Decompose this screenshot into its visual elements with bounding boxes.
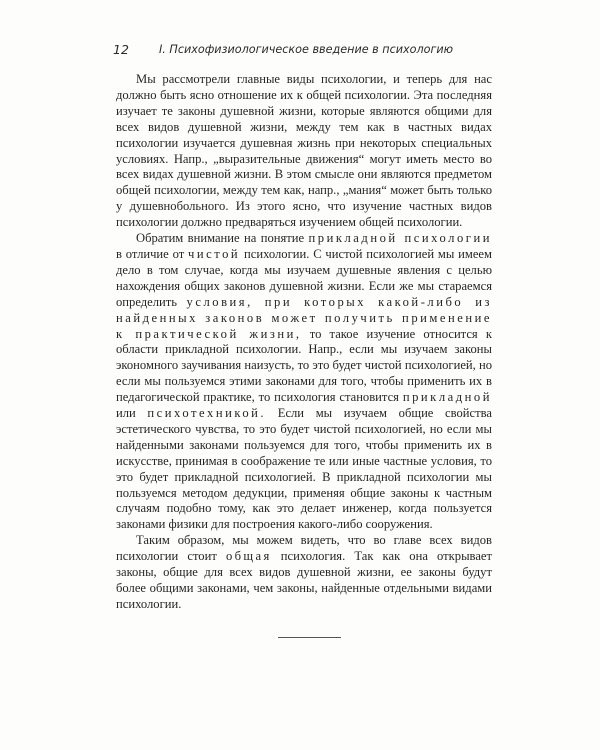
spaced-emphasis: прикладной психологии (308, 231, 492, 246)
text-segment: или (116, 406, 148, 421)
body-text (116, 72, 492, 613)
paragraph (116, 72, 492, 231)
text-segment: то такое изучение относится к области прикладной психологии. Напр., если мы изучаем законы экономного заучивания наизусть, то это будет чистой психологией, но если мы пользуемся этими законами для того, чтобы применить их в педагогической практике, то психология становится (116, 326, 492, 405)
running-head (113, 42, 493, 62)
spaced-emphasis: прикладной (402, 390, 492, 405)
paragraph (116, 533, 492, 613)
text-segment: Если мы изучаем общие свойства эстетического чувства, то это будет чистой психологией, но если мы найденными законами пользуемся для того, чтобы применить их в искусстве, принимая в соображение те или иные частные условия, то это будет прикладной психологией. В прикладной психологии мы пользуемся методом дедукции, применяя общие законы к частным случаям подобно тому, как это делает инженер, когда пользуется законами физики для построения какого-либо сооружения. (116, 406, 492, 532)
spaced-emphasis: условия, при которых какой-либо из найденных законов может получить применение к практической жизни, (116, 294, 492, 341)
spaced-emphasis: психотехникой. (147, 406, 267, 421)
paragraph (116, 231, 492, 533)
text-segment: психологии. С чистой психологией мы имеем дело в том случае, когда мы изучаем душевные явления с целью нахождения общих законов душевной жизни. Если же мы стараемся определить (116, 246, 492, 309)
end-rule (278, 637, 341, 638)
text-segment: в отличие от (116, 246, 189, 261)
text-segment: психология. Так как она открывает законы, общие для всех видов душевной жизни, ее законы будут более общими законами, чем законы, найденные отдельными видами психологии. (116, 549, 493, 611)
text-segment: Таким образом, мы можем видеть, что во главе всех видов психологии стоит (116, 533, 492, 564)
text-segment: Обратим внимание на понятие (136, 231, 309, 246)
spaced-emphasis: чистой (188, 246, 241, 261)
chapter-title: I. Психофизиологическое введение в психологию (159, 43, 454, 56)
spaced-emphasis: общая (225, 549, 272, 564)
text-segment: Мы рассмотрели главные виды психологии, и теперь для нас должно быть ясно отношение их к общей психологии. Эта последняя изучает те законы душевной жизни, которые являются общими для всех видов душевной жизни, между тем как в частных видах психологии изучается душевная жизнь при некоторых специальных условиях. Напр., „выразительные движения“ могут иметь место во всех видах душевной жизни. В этом смысле они являются предметом общей психологии, между тем как, напр., „мания“ может быть только у душевнобольного. Из этого ясно, что изучение частных видов психологии должно предваряться изучением общей психологии. (116, 72, 492, 230)
page-number: 12 (113, 42, 129, 57)
